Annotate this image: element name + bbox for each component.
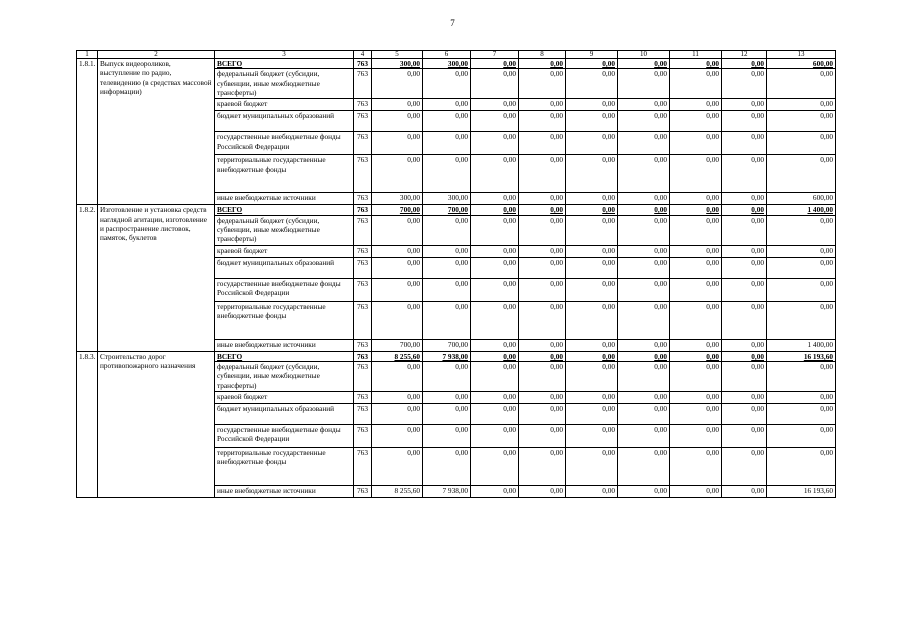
amount-cell: 0,00	[519, 245, 566, 257]
amount-cell: 700,00	[372, 339, 423, 351]
amount-cell: 0,00	[519, 351, 566, 361]
column-header: 11	[670, 51, 722, 59]
amount-cell: 0,00	[566, 69, 618, 99]
budget-code: 763	[354, 278, 372, 301]
budget-code: 763	[354, 361, 372, 391]
amount-cell: 0,00	[670, 485, 722, 497]
amount-cell: 0,00	[670, 278, 722, 301]
amount-cell: 0,00	[471, 245, 519, 257]
column-header: 4	[354, 51, 372, 59]
amount-cell: 0,00	[618, 155, 670, 193]
amount-cell: 0,00	[519, 69, 566, 99]
amount-cell: 0,00	[519, 424, 566, 447]
amount-cell: 0,00	[372, 155, 423, 193]
column-header: 1	[77, 51, 98, 59]
amount-cell: 0,00	[372, 69, 423, 99]
amount-cell: 0,00	[670, 361, 722, 391]
amount-cell: 0,00	[423, 99, 471, 111]
column-header: 7	[471, 51, 519, 59]
budget-code: 763	[354, 193, 372, 205]
budget-code: 763	[354, 339, 372, 351]
amount-cell: 0,00	[722, 301, 767, 339]
budget-code: 763	[354, 424, 372, 447]
amount-cell: 0,00	[471, 205, 519, 215]
amount-cell: 0,00	[471, 278, 519, 301]
amount-cell: 0,00	[566, 424, 618, 447]
amount-cell: 0,00	[423, 301, 471, 339]
funding-source: бюджет муниципальных образований	[215, 403, 354, 424]
amount-cell: 0,00	[670, 424, 722, 447]
amount-cell: 0,00	[670, 351, 722, 361]
amount-cell: 0,00	[618, 301, 670, 339]
amount-cell: 0,00	[372, 403, 423, 424]
event-name: Изготовление и установка средств наглядной агитации, изготовление и распространение листовок, памяток, буклетов	[98, 205, 215, 351]
amount-cell: 0,00	[566, 132, 618, 155]
amount-cell: 0,00	[618, 339, 670, 351]
column-header: 6	[423, 51, 471, 59]
amount-cell: 0,00	[372, 111, 423, 132]
amount-cell: 0,00	[566, 155, 618, 193]
amount-cell: 0,00	[566, 111, 618, 132]
section-index: 1.8.2.	[77, 205, 98, 351]
table-row-total	[77, 205, 836, 215]
amount-cell: 0,00	[767, 361, 836, 391]
amount-cell: 0,00	[471, 447, 519, 485]
amount-cell: 0,00	[423, 245, 471, 257]
amount-cell: 0,00	[670, 215, 722, 245]
funding-source: государственные внебюджетные фонды Российской Федерации	[215, 132, 354, 155]
budget-code: 763	[354, 301, 372, 339]
amount-cell: 0,00	[471, 485, 519, 497]
amount-cell: 600,00	[767, 193, 836, 205]
amount-cell: 0,00	[423, 361, 471, 391]
amount-cell: 0,00	[722, 155, 767, 193]
amount-cell: 0,00	[566, 361, 618, 391]
amount-cell: 0,00	[423, 155, 471, 193]
funding-source: ВСЕГО	[215, 59, 354, 69]
funding-source: федеральный бюджет (субсидии, субвенции, иные межбюджетные трансферты)	[215, 69, 354, 99]
budget-code: 763	[354, 215, 372, 245]
amount-cell: 0,00	[423, 69, 471, 99]
amount-cell: 0,00	[471, 301, 519, 339]
amount-cell: 0,00	[767, 132, 836, 155]
amount-cell: 0,00	[767, 69, 836, 99]
amount-cell: 0,00	[471, 99, 519, 111]
amount-cell: 1 400,00	[767, 205, 836, 215]
funding-source: федеральный бюджет (субсидии, субвенции, иные межбюджетные трансферты)	[215, 215, 354, 245]
column-header: 12	[722, 51, 767, 59]
amount-cell: 0,00	[471, 193, 519, 205]
funding-source: ВСЕГО	[215, 205, 354, 215]
amount-cell: 700,00	[372, 205, 423, 215]
amount-cell: 0,00	[722, 257, 767, 278]
amount-cell: 0,00	[722, 403, 767, 424]
amount-cell: 0,00	[767, 278, 836, 301]
amount-cell: 0,00	[423, 215, 471, 245]
amount-cell: 0,00	[423, 257, 471, 278]
amount-cell: 600,00	[767, 59, 836, 69]
amount-cell: 0,00	[566, 278, 618, 301]
amount-cell: 0,00	[618, 215, 670, 245]
funding-source: иные внебюджетные источники	[215, 485, 354, 497]
amount-cell: 0,00	[372, 424, 423, 447]
amount-cell: 0,00	[767, 257, 836, 278]
amount-cell: 0,00	[372, 215, 423, 245]
amount-cell: 0,00	[566, 351, 618, 361]
amount-cell: 0,00	[618, 351, 670, 361]
amount-cell: 0,00	[670, 403, 722, 424]
amount-cell: 0,00	[471, 339, 519, 351]
amount-cell: 0,00	[519, 111, 566, 132]
funding-source: бюджет муниципальных образований	[215, 257, 354, 278]
amount-cell: 0,00	[722, 351, 767, 361]
amount-cell: 0,00	[618, 99, 670, 111]
budget-code: 763	[354, 403, 372, 424]
amount-cell: 0,00	[519, 361, 566, 391]
amount-cell: 0,00	[767, 111, 836, 132]
column-header: 2	[98, 51, 215, 59]
amount-cell: 0,00	[372, 132, 423, 155]
amount-cell: 0,00	[519, 485, 566, 497]
column-header: 5	[372, 51, 423, 59]
amount-cell: 0,00	[618, 193, 670, 205]
amount-cell: 0,00	[519, 215, 566, 245]
amount-cell: 0,00	[670, 205, 722, 215]
amount-cell: 0,00	[423, 132, 471, 155]
funding-source: бюджет муниципальных образований	[215, 111, 354, 132]
amount-cell: 0,00	[670, 447, 722, 485]
amount-cell: 0,00	[722, 215, 767, 245]
amount-cell: 300,00	[423, 193, 471, 205]
amount-cell: 0,00	[372, 391, 423, 403]
amount-cell: 0,00	[670, 59, 722, 69]
amount-cell: 0,00	[767, 391, 836, 403]
amount-cell: 0,00	[423, 403, 471, 424]
amount-cell: 0,00	[722, 205, 767, 215]
amount-cell: 0,00	[519, 99, 566, 111]
amount-cell: 0,00	[471, 257, 519, 278]
amount-cell: 0,00	[767, 403, 836, 424]
amount-cell: 0,00	[471, 132, 519, 155]
table-row-total	[77, 351, 836, 361]
amount-cell: 0,00	[566, 99, 618, 111]
budget-code: 763	[354, 205, 372, 215]
amount-cell: 0,00	[767, 301, 836, 339]
amount-cell: 0,00	[618, 245, 670, 257]
amount-cell: 700,00	[423, 339, 471, 351]
amount-cell: 0,00	[519, 447, 566, 485]
amount-cell: 7 938,00	[423, 351, 471, 361]
amount-cell: 0,00	[566, 339, 618, 351]
amount-cell: 0,00	[519, 391, 566, 403]
amount-cell: 0,00	[618, 391, 670, 403]
amount-cell: 0,00	[767, 245, 836, 257]
column-header: 13	[767, 51, 836, 59]
amount-cell: 0,00	[519, 59, 566, 69]
amount-cell: 0,00	[372, 257, 423, 278]
amount-cell: 0,00	[372, 99, 423, 111]
amount-cell: 700,00	[423, 205, 471, 215]
amount-cell: 300,00	[372, 59, 423, 69]
amount-cell: 0,00	[471, 59, 519, 69]
amount-cell: 0,00	[722, 391, 767, 403]
amount-cell: 0,00	[519, 278, 566, 301]
amount-cell: 0,00	[471, 111, 519, 132]
amount-cell: 0,00	[372, 361, 423, 391]
event-name: Выпуск видеороликов, выступление по радио, телевидению (в средствах массовой информации)	[98, 59, 215, 205]
amount-cell: 0,00	[722, 361, 767, 391]
amount-cell: 0,00	[566, 447, 618, 485]
amount-cell: 300,00	[372, 193, 423, 205]
amount-cell: 0,00	[566, 485, 618, 497]
budget-code: 763	[354, 69, 372, 99]
amount-cell: 0,00	[722, 69, 767, 99]
amount-cell: 0,00	[566, 403, 618, 424]
amount-cell: 0,00	[566, 301, 618, 339]
column-header: 3	[215, 51, 354, 59]
amount-cell: 0,00	[618, 424, 670, 447]
amount-cell: 0,00	[566, 59, 618, 69]
amount-cell: 0,00	[722, 99, 767, 111]
column-header: 10	[618, 51, 670, 59]
amount-cell: 300,00	[423, 59, 471, 69]
amount-cell: 0,00	[566, 257, 618, 278]
amount-cell: 0,00	[471, 215, 519, 245]
budget-code: 763	[354, 155, 372, 193]
amount-cell: 0,00	[670, 132, 722, 155]
amount-cell: 0,00	[722, 111, 767, 132]
amount-cell: 0,00	[372, 447, 423, 485]
amount-cell: 0,00	[566, 245, 618, 257]
amount-cell: 0,00	[566, 391, 618, 403]
amount-cell: 0,00	[670, 301, 722, 339]
amount-cell: 0,00	[722, 278, 767, 301]
amount-cell: 0,00	[471, 69, 519, 99]
amount-cell: 0,00	[423, 447, 471, 485]
amount-cell: 0,00	[618, 205, 670, 215]
amount-cell: 0,00	[372, 278, 423, 301]
amount-cell: 0,00	[372, 301, 423, 339]
page-number: 7	[450, 18, 455, 28]
amount-cell: 0,00	[767, 424, 836, 447]
amount-cell: 0,00	[471, 391, 519, 403]
amount-cell: 0,00	[471, 155, 519, 193]
section-index: 1.8.1.	[77, 59, 98, 205]
funding-source: иные внебюджетные источники	[215, 339, 354, 351]
amount-cell: 0,00	[372, 245, 423, 257]
amount-cell: 16 193,60	[767, 485, 836, 497]
amount-cell: 0,00	[722, 193, 767, 205]
amount-cell: 0,00	[722, 339, 767, 351]
amount-cell: 0,00	[722, 485, 767, 497]
column-header: 9	[566, 51, 618, 59]
funding-source: ВСЕГО	[215, 351, 354, 361]
funding-source: краевой бюджет	[215, 391, 354, 403]
amount-cell: 0,00	[423, 424, 471, 447]
amount-cell: 8 255,60	[372, 351, 423, 361]
funding-source: федеральный бюджет (субсидии, субвенции, иные межбюджетные трансферты)	[215, 361, 354, 391]
section-index: 1.8.3.	[77, 351, 98, 497]
budget-code: 763	[354, 59, 372, 69]
budget-code: 763	[354, 111, 372, 132]
funding-source: территориальные государственные внебюджетные фонды	[215, 447, 354, 485]
event-name: Строительство дорог противопожарного назначения	[98, 351, 215, 497]
amount-cell: 0,00	[670, 69, 722, 99]
amount-cell: 8 255,60	[372, 485, 423, 497]
amount-cell: 0,00	[519, 339, 566, 351]
funding-source: территориальные государственные внебюджетные фонды	[215, 301, 354, 339]
amount-cell: 0,00	[722, 245, 767, 257]
budget-code: 763	[354, 245, 372, 257]
amount-cell: 0,00	[670, 339, 722, 351]
amount-cell: 0,00	[618, 111, 670, 132]
budget-code: 763	[354, 391, 372, 403]
amount-cell: 0,00	[471, 361, 519, 391]
amount-cell: 0,00	[471, 424, 519, 447]
amount-cell: 0,00	[519, 132, 566, 155]
amount-cell: 0,00	[566, 193, 618, 205]
amount-cell: 1 400,00	[767, 339, 836, 351]
funding-source: территориальные государственные внебюджетные фонды	[215, 155, 354, 193]
amount-cell: 0,00	[618, 69, 670, 99]
column-number-row	[77, 51, 836, 59]
budget-code: 763	[354, 447, 372, 485]
amount-cell: 0,00	[618, 132, 670, 155]
amount-cell: 0,00	[722, 447, 767, 485]
amount-cell: 0,00	[519, 193, 566, 205]
budget-table	[76, 50, 836, 498]
funding-source: краевой бюджет	[215, 99, 354, 111]
amount-cell: 0,00	[670, 257, 722, 278]
amount-cell: 0,00	[471, 351, 519, 361]
amount-cell: 16 193,60	[767, 351, 836, 361]
amount-cell: 0,00	[423, 111, 471, 132]
amount-cell: 0,00	[618, 447, 670, 485]
amount-cell: 0,00	[722, 59, 767, 69]
budget-code: 763	[354, 257, 372, 278]
amount-cell: 0,00	[519, 205, 566, 215]
funding-source: государственные внебюджетные фонды Российской Федерации	[215, 278, 354, 301]
amount-cell: 0,00	[519, 403, 566, 424]
amount-cell: 0,00	[566, 215, 618, 245]
table-row-total	[77, 59, 836, 69]
amount-cell: 0,00	[618, 59, 670, 69]
budget-code: 763	[354, 132, 372, 155]
amount-cell: 0,00	[471, 403, 519, 424]
amount-cell: 0,00	[423, 391, 471, 403]
amount-cell: 0,00	[618, 257, 670, 278]
funding-source: краевой бюджет	[215, 245, 354, 257]
amount-cell: 0,00	[566, 205, 618, 215]
amount-cell: 0,00	[767, 215, 836, 245]
amount-cell: 0,00	[670, 193, 722, 205]
amount-cell: 0,00	[519, 301, 566, 339]
amount-cell: 0,00	[767, 99, 836, 111]
amount-cell: 0,00	[618, 361, 670, 391]
amount-cell: 0,00	[618, 485, 670, 497]
amount-cell: 0,00	[618, 278, 670, 301]
amount-cell: 0,00	[670, 245, 722, 257]
funding-source: иные внебюджетные источники	[215, 193, 354, 205]
amount-cell: 0,00	[767, 447, 836, 485]
amount-cell: 0,00	[722, 132, 767, 155]
column-header: 8	[519, 51, 566, 59]
budget-code: 763	[354, 351, 372, 361]
amount-cell: 0,00	[519, 257, 566, 278]
amount-cell: 0,00	[519, 155, 566, 193]
amount-cell: 0,00	[423, 278, 471, 301]
amount-cell: 0,00	[767, 155, 836, 193]
funding-source: государственные внебюджетные фонды Российской Федерации	[215, 424, 354, 447]
amount-cell: 0,00	[670, 391, 722, 403]
amount-cell: 7 938,00	[423, 485, 471, 497]
amount-cell: 0,00	[618, 403, 670, 424]
amount-cell: 0,00	[670, 99, 722, 111]
budget-code: 763	[354, 485, 372, 497]
amount-cell: 0,00	[670, 111, 722, 132]
amount-cell: 0,00	[670, 155, 722, 193]
amount-cell: 0,00	[722, 424, 767, 447]
budget-code: 763	[354, 99, 372, 111]
